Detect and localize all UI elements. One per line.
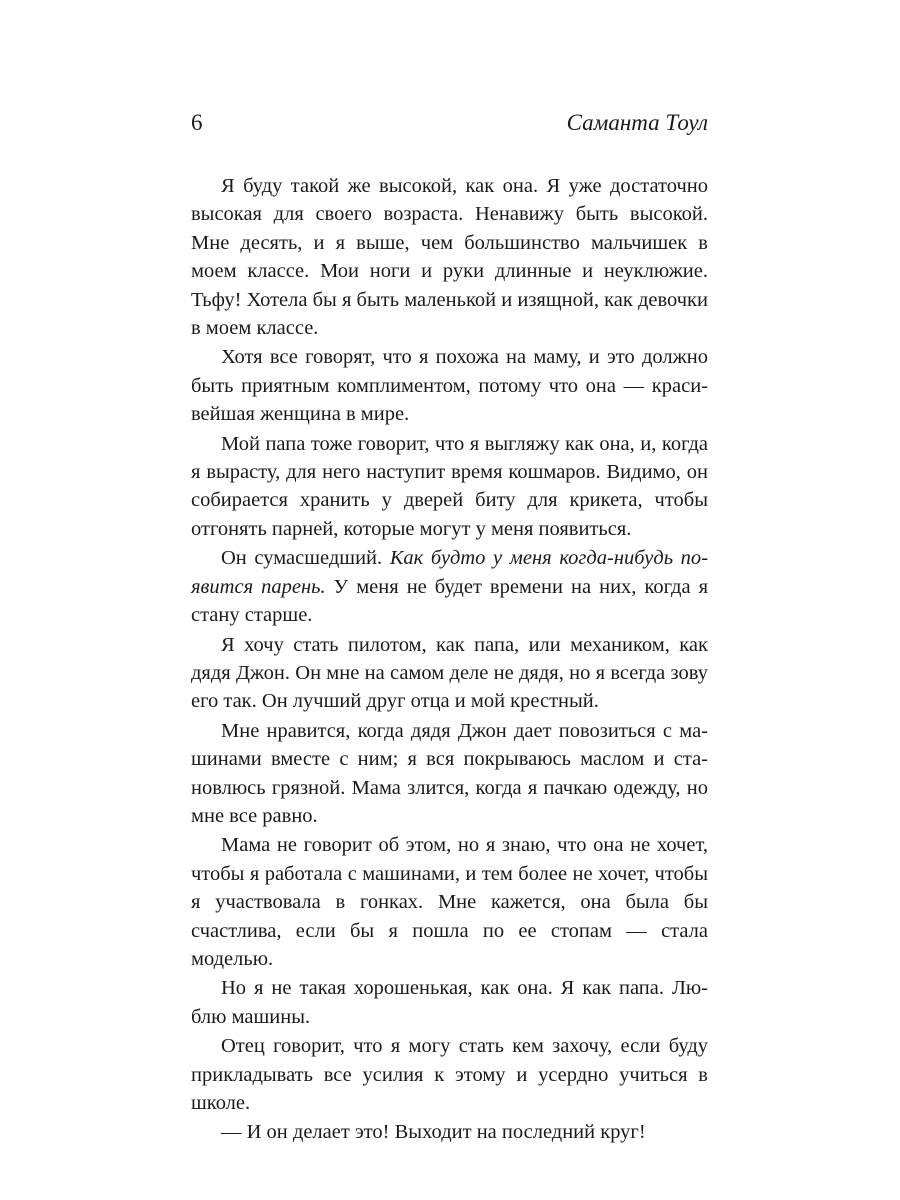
paragraph-9: Отец говорит, что я могу стать кем захочу, если буду прикладывать все усилия к этому и усердно учиться в школе. xyxy=(191,1035,708,1114)
paragraph-6: Мне нравится, когда дядя Джон дает повозиться с машинами вместе с ним; я вся покрываюсь маслом и становлюсь грязной. Мама злится, когда я пачкаю одежду, но мне все равно. xyxy=(191,719,708,827)
paragraph-10: — И он делает это! Выходит на последний круг! xyxy=(221,1121,646,1144)
body-text xyxy=(191,172,708,1147)
paragraph-4-start: Он сумасшедший. xyxy=(221,547,390,570)
paragraph-5: Я хочу стать пилотом, как папа, или механиком, как дядя Джон. Он мне на самом деле не дядя, но я всегда зову его так. Он лучший друг отца и мой крестный. xyxy=(191,633,708,713)
paragraph-7: Мама не говорит об этом, но я знаю, что она не хочет, чтобы я работала с машинами, и тем более не хочет, чтобы я участвовала в гонках. Мне кажется, она была бы счастлива, если бы я пошла по ее стопам — стала моделью. xyxy=(191,834,708,970)
paragraph-3: Мой папа тоже говорит, что я выгляжу как она, и, когда я вырасту, для него наступит время кошмаров. Видимо, он собирается хранить у дверей биту для крикета, чтобы отгонять парней, которые могут у меня появиться. xyxy=(191,432,708,540)
paragraph-1: Я буду такой же высокой, как она. Я уже достаточно высокая для своего возраста. Ненавижу быть высокой. Мне десять, и я выше, чем большинство мальчишек в моем классе. Мои ноги и руки длинные и неуклюжие. Тьфу! Хотела бы я быть маленькой и изящной, как девочки в моем классе. xyxy=(191,175,708,340)
paragraph-4-end: У меня не будет времени на них, когда я стану старше. xyxy=(191,575,708,627)
paragraph-4-italic: Как будто у меня когда-нибудь появится парень. xyxy=(191,547,709,598)
paragraph-4 xyxy=(191,544,708,629)
page-number: 6 xyxy=(191,110,203,135)
running-head-author: Саманта Тоул xyxy=(566,110,708,135)
paragraph-8: Но я не такая хорошенькая, как она. Я как папа. Люблю машины. xyxy=(191,977,708,1028)
paragraph-2: Хотя все говорят, что я похожа на маму, и это должно быть приятным комплиментом, потому что она — красивейшая женщина в мире. xyxy=(191,346,708,426)
